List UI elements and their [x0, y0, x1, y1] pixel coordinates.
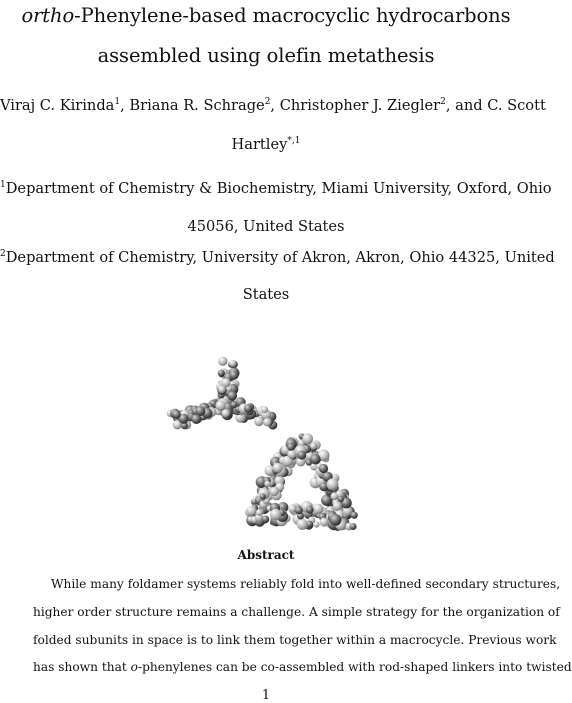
atom-sphere	[310, 443, 316, 449]
affiliation-sup: 1	[0, 180, 6, 190]
affiliation-sup: 2	[0, 249, 6, 259]
atom-sphere	[192, 414, 202, 424]
atom-sphere	[263, 418, 271, 426]
atom-sphere	[261, 406, 268, 413]
atom-sphere	[254, 416, 264, 426]
author-ziegler: , Christopher J. Ziegler	[270, 97, 441, 114]
title-line-1-rest: -Phenylene-based macrocyclic hydrocarbons	[74, 4, 511, 27]
atom-sphere	[270, 487, 279, 496]
atom-sphere	[350, 523, 357, 530]
title-line-2: assembled using olefin metathesis	[97, 44, 435, 67]
atom-sphere	[244, 404, 252, 412]
affiliation-1-line-2: 45056, United States	[187, 218, 345, 235]
atom-sphere	[260, 494, 266, 500]
affiliation-2-line-1	[0, 249, 555, 266]
atom-sphere	[273, 463, 283, 473]
abstract-line-2: higher order structure remains a challenge. A simple strategy for the organization of	[33, 605, 560, 619]
affiliation-1-line-1	[0, 180, 552, 197]
author-affil-sup: 2	[264, 97, 271, 107]
author-affil-sup: 1	[114, 97, 121, 107]
page-number: 1	[261, 688, 271, 703]
author-kirinda: Viraj C. Kirinda	[0, 97, 115, 114]
atom-sphere	[218, 386, 226, 394]
abstract-line-3: folded subunits in space is to link them together within a macrocycle. Previous work	[33, 633, 557, 647]
atom-sphere	[313, 504, 324, 515]
atom-sphere	[287, 443, 295, 451]
abstract-line-4-italic: o	[130, 660, 138, 674]
abstract-line-1: While many foldamer systems reliably fold into well-defined secondary structures,	[51, 577, 561, 591]
atom-sphere	[297, 519, 308, 530]
atom-sphere	[264, 481, 270, 487]
atom-sphere	[313, 521, 319, 527]
atom-sphere	[295, 506, 303, 514]
authors-line-2	[0, 138, 532, 153]
author-affil-sup: *,1	[287, 136, 301, 146]
title-italic-prefix: ortho	[21, 4, 75, 27]
affiliation-2-line-2: States	[242, 286, 290, 303]
affiliation-2-text: Department of Chemistry, University of Akron, Akron, Ohio 44325, United	[5, 249, 555, 266]
atom-sphere	[270, 509, 281, 520]
atom-sphere	[228, 391, 238, 401]
author-schrage: , Briana R. Schrage	[120, 97, 265, 114]
title-line-1	[0, 6, 532, 26]
atom-sphere	[230, 371, 239, 380]
atom-sphere	[333, 502, 342, 511]
atom-sphere	[218, 370, 225, 377]
author-hartley-first: , and C. Scott	[445, 97, 546, 114]
atom-sphere	[320, 518, 329, 527]
atom-sphere	[338, 496, 344, 502]
abstract-line-4-b: -phenylenes can be co-assembled with rod-shaped linkers into twisted	[137, 660, 572, 674]
abstract-heading: Abstract	[237, 548, 295, 562]
atom-sphere	[216, 400, 226, 410]
molecule-bottom	[245, 433, 358, 531]
affiliation-1-text: Department of Chemistry & Biochemistry, Miami University, Oxford, Ohio	[5, 180, 552, 197]
abstract-line-4	[33, 660, 572, 674]
atom-sphere	[229, 360, 236, 367]
atom-sphere	[246, 506, 256, 516]
atom-sphere	[297, 451, 306, 460]
atom-sphere	[172, 410, 181, 419]
author-hartley-last: Hartley	[231, 136, 288, 153]
atom-sphere	[330, 514, 342, 526]
atom-sphere	[319, 464, 328, 473]
atom-sphere	[306, 506, 314, 514]
authors-line-1	[0, 97, 546, 114]
molecular-model-graphic	[168, 344, 366, 532]
abstract-line-4-a: has shown that	[33, 660, 131, 674]
space-filling-molecular-model-icon	[168, 344, 366, 532]
atom-sphere	[256, 509, 263, 516]
atom-sphere	[218, 357, 227, 366]
molecule-top	[167, 357, 278, 430]
atom-sphere	[310, 454, 321, 465]
author-affil-sup: 2	[440, 97, 446, 107]
atom-sphere	[222, 409, 230, 417]
atom-sphere	[302, 433, 313, 444]
atom-sphere	[327, 478, 339, 490]
